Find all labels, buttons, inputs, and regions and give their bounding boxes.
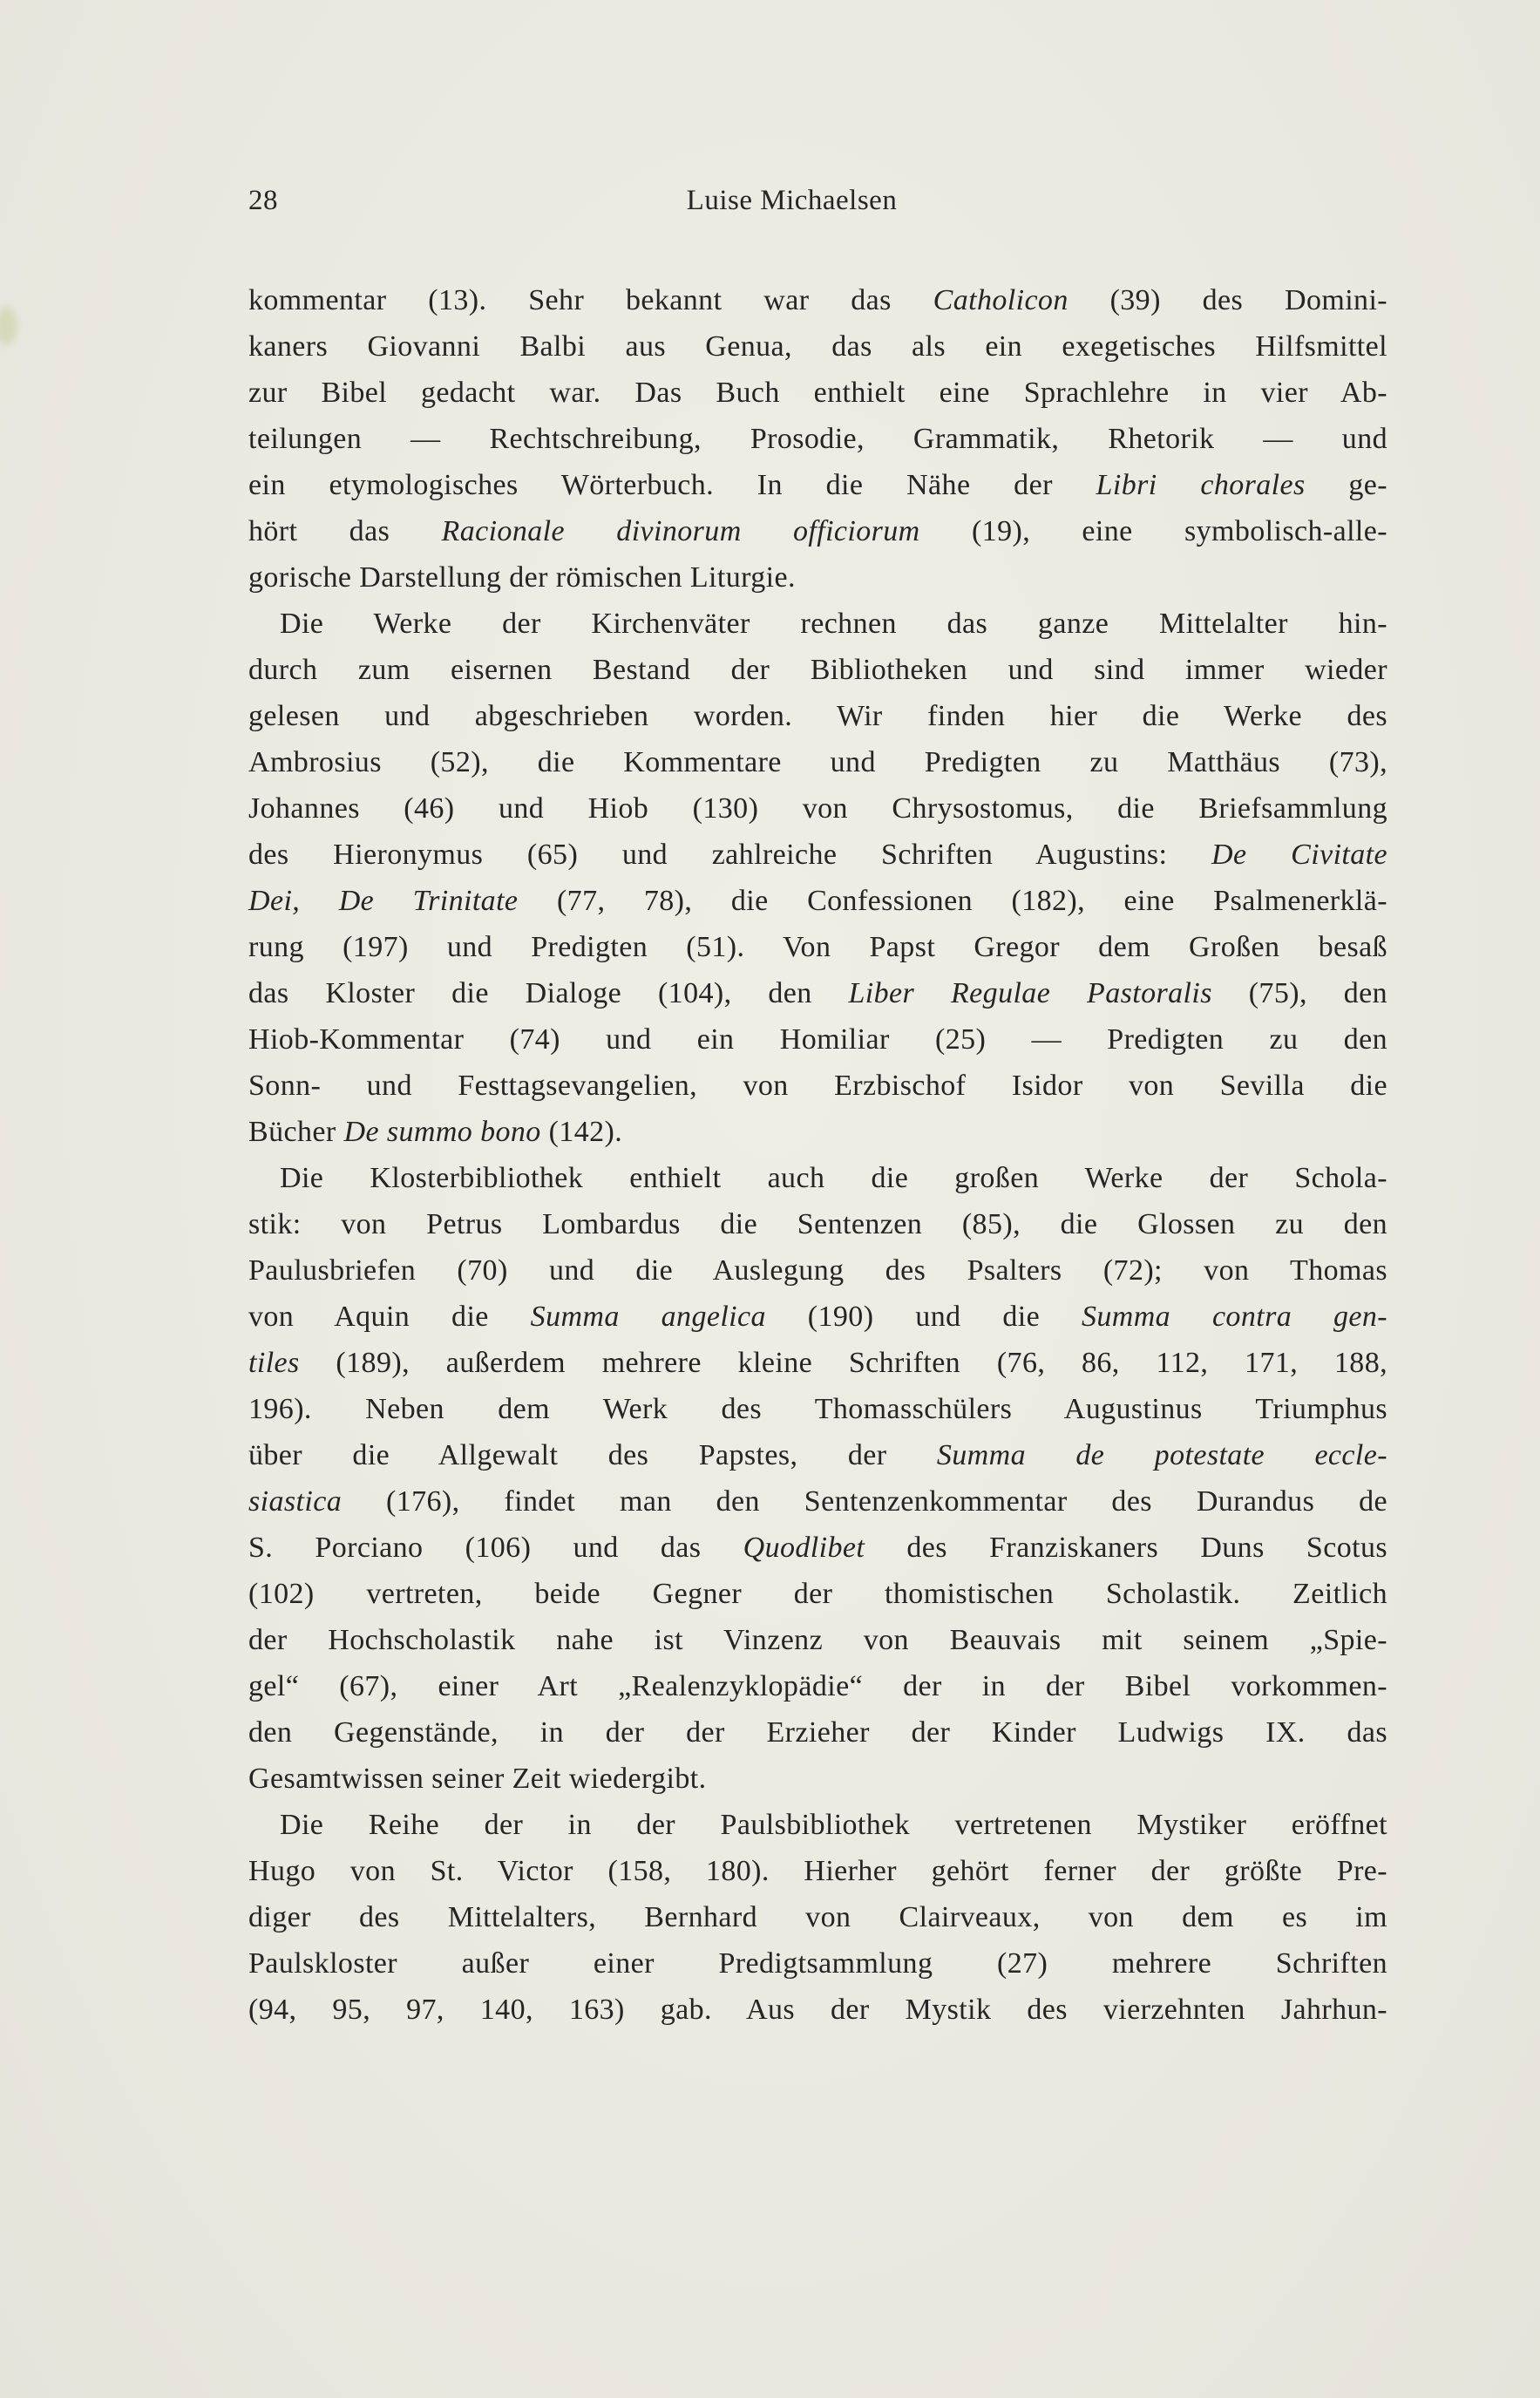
text-line: teilungen — Rechtschreibung, Prosodie, Grammatik, Rhetorik — und bbox=[248, 423, 1387, 455]
text-line: über die Allgewalt des Papstes, der Summa de potestate eccle- bbox=[248, 1439, 1387, 1471]
text-line: tiles (189), außerdem mehrere kleine Schriften (76, 86, 112, 171, 188, bbox=[248, 1347, 1387, 1379]
text-block bbox=[248, 277, 1387, 2033]
text-line: diger des Mittelalters, Bernhard von Clairveaux, von dem es im bbox=[248, 1901, 1387, 1933]
paragraph bbox=[248, 1802, 1387, 2033]
text-line: kommentar (13). Sehr bekannt war das Catholicon (39) des Domini- bbox=[248, 284, 1388, 316]
text-line: Bücher De summo bono (142). bbox=[248, 1116, 623, 1148]
text-line: Dei, De Trinitate (77, 78), die Confessionen (182), eine Psalmenerklä- bbox=[248, 885, 1387, 917]
text-line: gorische Darstellung der römischen Liturgie. bbox=[248, 561, 796, 594]
page-header bbox=[248, 185, 1387, 227]
text-line: stik: von Petrus Lombardus die Sentenzen (85), die Glossen zu den bbox=[248, 1208, 1387, 1240]
text-line: Ambrosius (52), die Kommentare und Predigten zu Matthäus (73), bbox=[248, 746, 1387, 778]
text-line: (94, 95, 97, 140, 163) gab. Aus der Mystik des vierzehnten Jahrhun- bbox=[248, 1994, 1387, 2026]
text-line: den Gegenstände, in der der Erzieher der Kinder Ludwigs IX. das bbox=[248, 1716, 1387, 1749]
scan-artifact-smudge bbox=[0, 307, 17, 345]
paragraph bbox=[248, 277, 1387, 601]
text-line: siastica (176), findet man den Sentenzenkommentar des Durandus de bbox=[248, 1485, 1387, 1518]
text-line: Paulusbriefen (70) und die Auslegung des Psalters (72); von Thomas bbox=[248, 1254, 1387, 1287]
paragraph bbox=[248, 1155, 1387, 1802]
paragraph bbox=[248, 601, 1387, 1155]
text-line: der Hochscholastik nahe ist Vinzenz von Beauvais mit seinem „Spie- bbox=[248, 1624, 1387, 1656]
text-line: gel“ (67), einer Art „Realenzyklopädie“ der in der Bibel vorkommen- bbox=[248, 1670, 1387, 1702]
page bbox=[248, 185, 1387, 2033]
text-line: kaners Giovanni Balbi aus Genua, das als ein exegetisches Hilfsmittel bbox=[248, 330, 1387, 363]
running-head: Luise Michaelsen bbox=[686, 185, 898, 216]
text-line: (102) vertreten, beide Gegner der thomistischen Scholastik. Zeitlich bbox=[248, 1578, 1387, 1610]
text-line: 196). Neben dem Werk des Thomasschülers Augustinus Triumphus bbox=[248, 1393, 1387, 1425]
text-line: rung (197) und Predigten (51). Von Papst Gregor dem Großen besaß bbox=[248, 931, 1387, 963]
text-line: Hiob-Kommentar (74) und ein Homiliar (25) — Predigten zu den bbox=[248, 1023, 1387, 1056]
text-line: Gesamtwissen seiner Zeit wiedergibt. bbox=[248, 1763, 707, 1795]
text-line: S. Porciano (106) und das Quodlibet des Franziskaners Duns Scotus bbox=[248, 1532, 1387, 1564]
text-line: ein etymologisches Wörterbuch. In die Nähe der Libri chorales ge- bbox=[248, 469, 1387, 501]
text-line: Die Reihe der in der Paulsbibliothek vertretenen Mystiker eröffnet bbox=[280, 1809, 1387, 1841]
text-line: Paulskloster außer einer Predigtsammlung (27) mehrere Schriften bbox=[248, 1947, 1387, 1980]
text-line: das Kloster die Dialoge (104), den Liber Regulae Pastoralis (75), den bbox=[248, 977, 1387, 1009]
text-line: Hugo von St. Victor (158, 180). Hierher gehört ferner der größte Pre- bbox=[248, 1855, 1387, 1887]
text-line: Die Werke der Kirchenväter rechnen das ganze Mittelalter hin- bbox=[280, 608, 1387, 640]
text-line: Die Klosterbibliothek enthielt auch die großen Werke der Schola- bbox=[280, 1162, 1387, 1194]
text-line: von Aquin die Summa angelica (190) und die Summa contra gen- bbox=[248, 1301, 1387, 1333]
text-line: durch zum eisernen Bestand der Bibliotheken und sind immer wieder bbox=[248, 654, 1387, 686]
text-line: Johannes (46) und Hiob (130) von Chrysostomus, die Briefsammlung bbox=[248, 792, 1387, 825]
text-line: zur Bibel gedacht war. Das Buch enthielt eine Sprachlehre in vier Ab- bbox=[248, 377, 1387, 409]
text-line: Sonn- und Festtagsevangelien, von Erzbischof Isidor von Sevilla die bbox=[248, 1070, 1387, 1102]
text-line: hört das Racionale divinorum officiorum (19), eine symbolisch-alle- bbox=[248, 515, 1387, 547]
page-number: 28 bbox=[248, 185, 278, 216]
text-line: des Hieronymus (65) und zahlreiche Schriften Augustins: De Civitate bbox=[248, 839, 1387, 871]
text-line: gelesen und abgeschrieben worden. Wir finden hier die Werke des bbox=[248, 700, 1387, 732]
